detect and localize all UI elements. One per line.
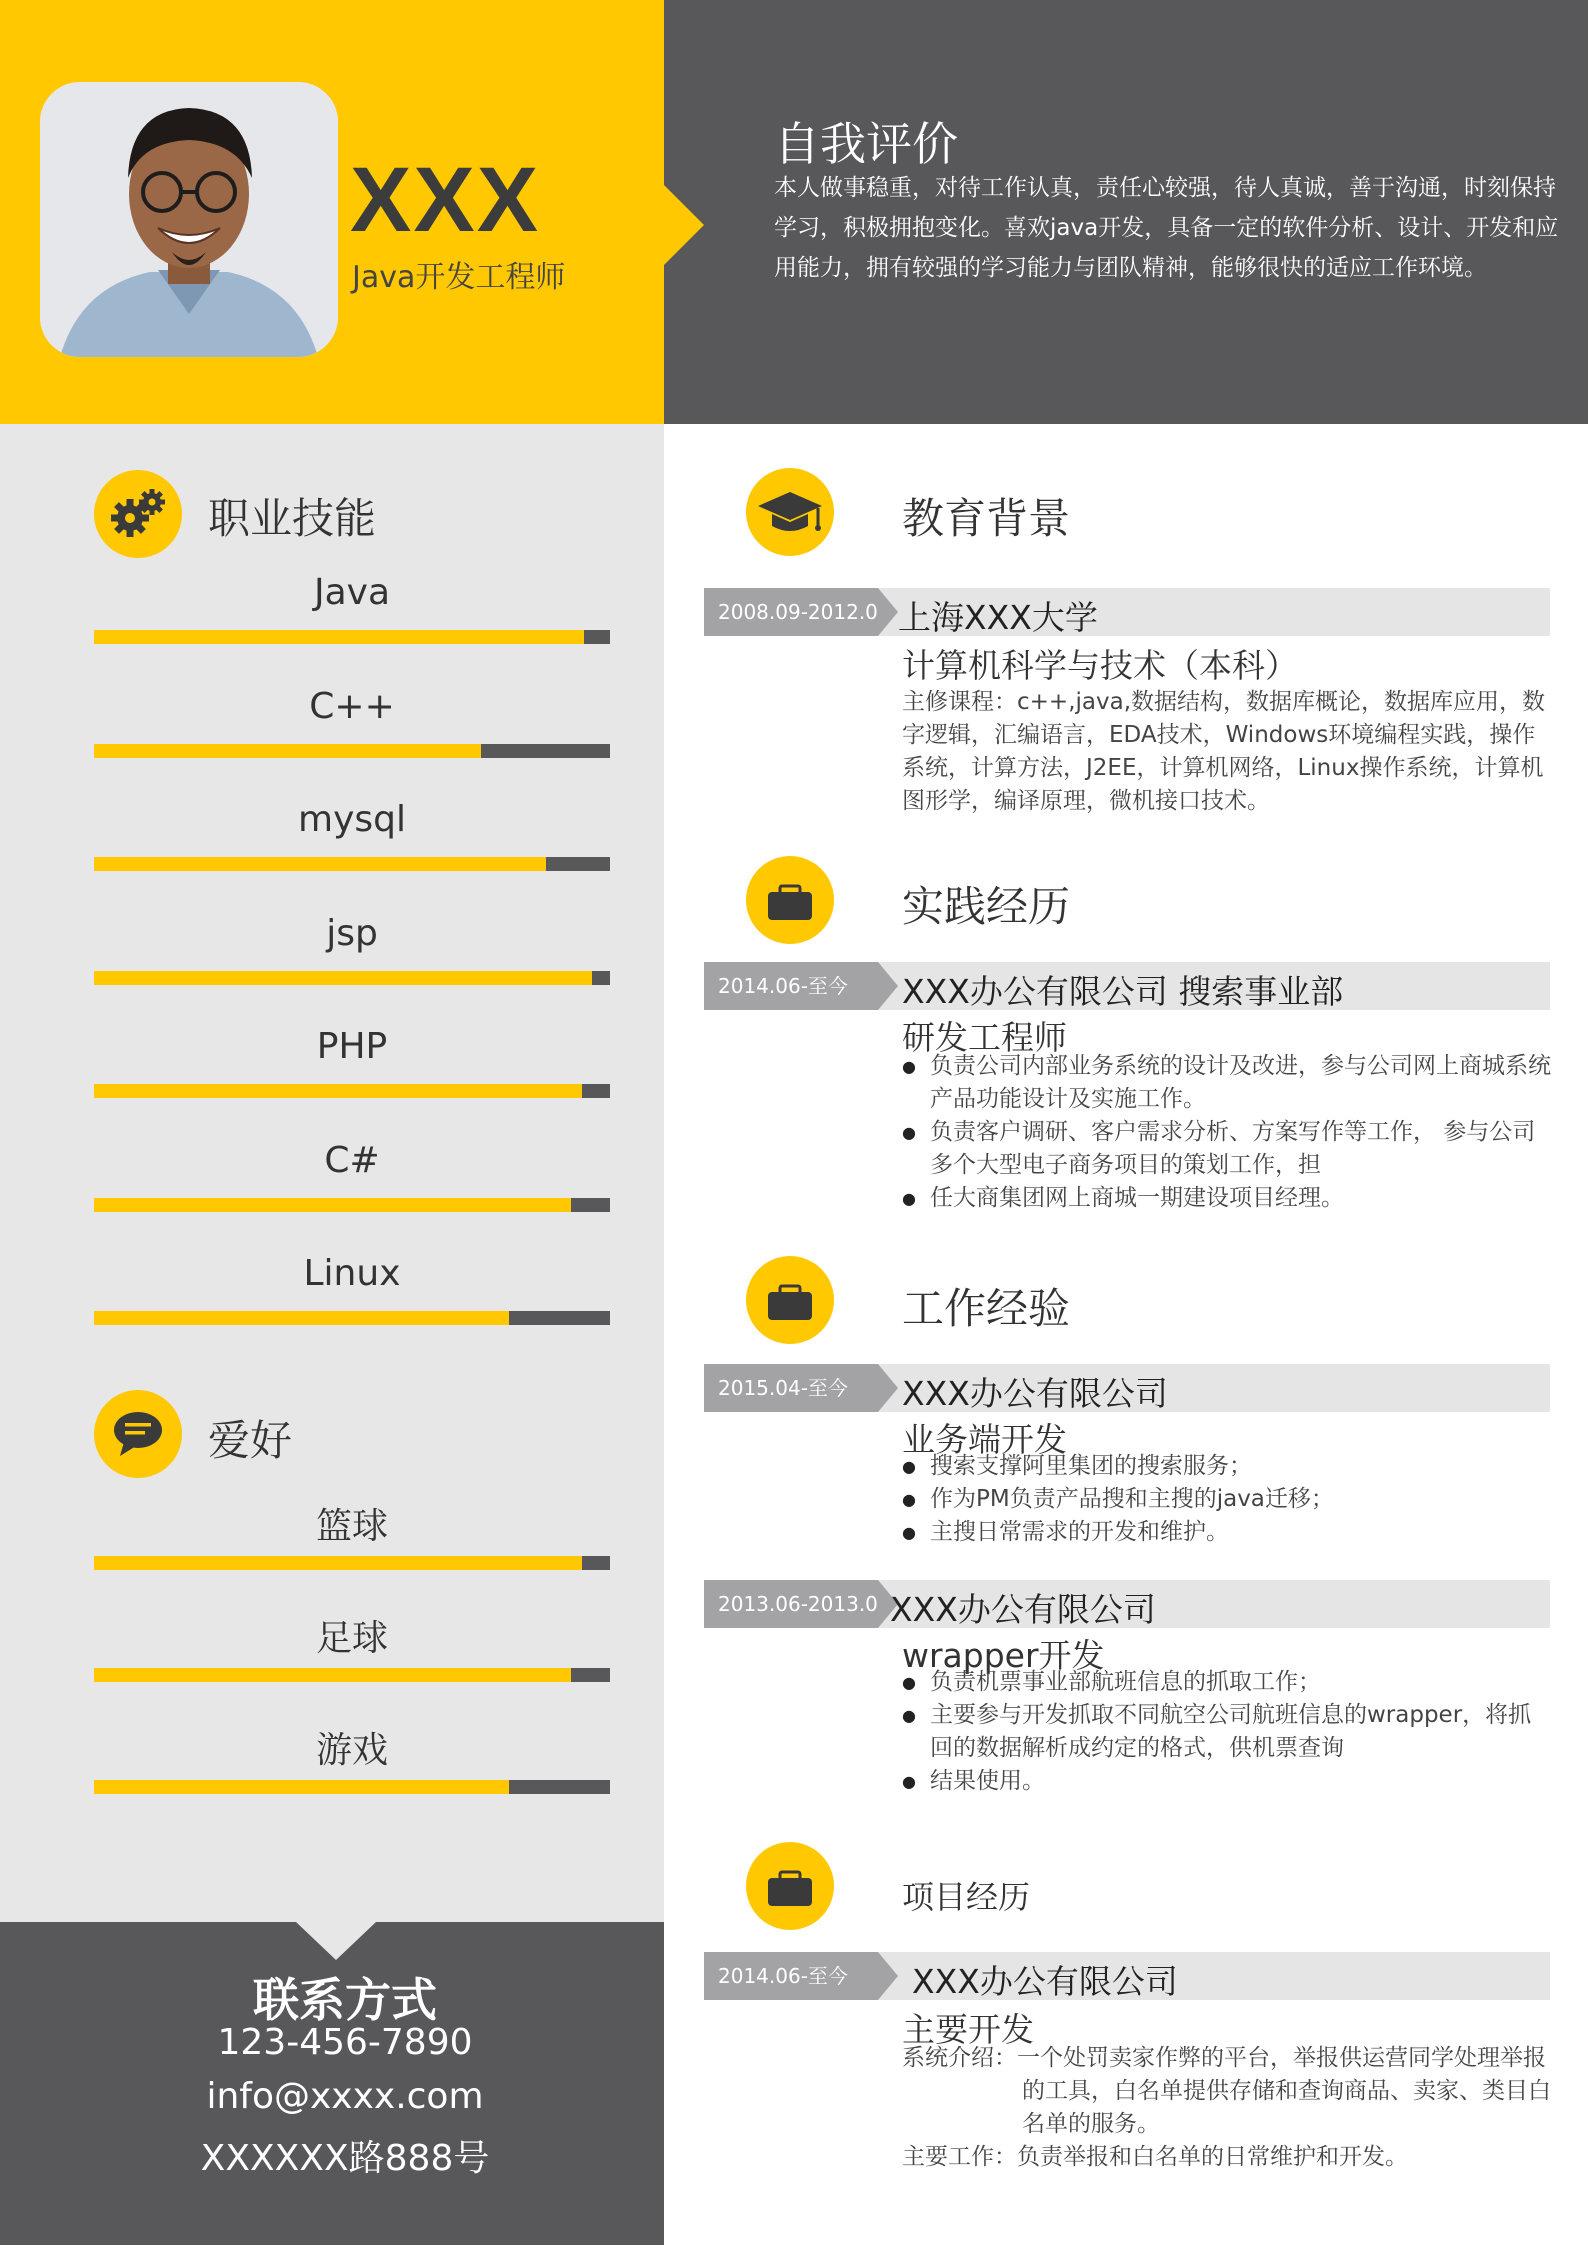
practice-title: 实践经历 [902,882,1071,931]
skill-bar [94,857,610,871]
skill-bar-fill [94,1084,582,1098]
practice-date: 2014.06-至今 [704,962,878,1010]
hobby-label: 足球 [315,1618,388,1659]
hobby-bar [94,1556,610,1570]
list-item: ● 搜索支撑阿里集团的搜索服务； [902,1450,1552,1483]
project-role: 主要开发 [902,2010,1034,2049]
skill-label: PHP [316,1026,388,1067]
skill-bar [94,971,610,985]
skill-bar [94,1084,610,1098]
skill-bar-fill [94,1198,571,1212]
contact-phone: 123-456-7890 [217,2022,473,2063]
education-date: 2008.09-2012.07 [704,588,878,636]
contact-notch [296,1922,376,1960]
practice-bullets [902,1050,1552,1215]
hobby-bar [94,1668,610,1682]
skill-bar [94,744,610,758]
hobby-label: 游戏 [315,1730,388,1771]
work-2-company: XXX办公有限公司 [890,1590,1156,1629]
hobby-bar-fill [94,1668,571,1682]
briefcase-icon [746,1256,834,1344]
work-1-role: 业务端开发 [902,1420,1067,1459]
self-evaluation-text: 本人做事稳重，对待工作认真，责任心较强，待人真诚，善于沟通，时刻保持学习，积极拥抱变化。喜欢java开发，具备一定的软件分析、设计、开发和应用能力，拥有较强的学习能力与团队精神，能够很快的适应工作环境。 [774,175,1559,281]
work-1-date: 2015.04-至今 [704,1364,878,1412]
education-header-row [704,588,1550,636]
briefcase-icon [746,856,834,944]
list-item: ● 负责公司内部业务系统的设计及改进，参与公司网上商城系统产品功能设计及实施工作。 [902,1050,1552,1116]
skill-bar [94,1198,610,1212]
practice-company: XXX办公有限公司 搜索事业部 [902,972,1344,1011]
skill-label: Java [313,572,391,613]
list-item: ● 主搜日常需求的开发和维护。 [902,1516,1552,1549]
project-duty: 主要工作：负责举报和白名单的日常维护和开发。 [902,2144,1408,2170]
job-title: Java开发工程师 [352,260,566,295]
hobby-bar-fill [94,1780,509,1794]
work-1-company: XXX办公有限公司 [902,1374,1168,1413]
work-2-role: wrapper开发 [902,1636,1105,1675]
education-major: 计算机科学与技术（本科） [902,646,1298,685]
list-item: ● 作为PM负责产品搜和主搜的java迁移； [902,1483,1552,1516]
speech-bubble-icon [94,1390,182,1478]
skill-bar-fill [94,630,584,644]
skill-label: jsp [326,912,378,954]
skill-bar [94,1311,610,1325]
skill-bar-fill [94,744,481,758]
contact-email: info@xxxx.com [206,2076,484,2117]
skills-title: 职业技能 [208,494,377,543]
skill-label: Linux [303,1253,401,1294]
skill-label: mysql [298,799,406,840]
education-title: 教育背景 [902,494,1071,543]
self-evaluation-title: 自我评价 [774,117,958,171]
project-intro: 系统介绍：一个处罚卖家作弊的平台，举报供运营同学处理举报的工具，白名单提供存储和查询商品、卖家、类目白名单的服务。 [902,2045,1551,2137]
skill-bar-fill [94,857,546,871]
contact-title: 联系方式 [253,1973,437,2027]
hobby-bar [94,1780,610,1794]
work-2-bullets [902,1666,1552,1798]
hobby-bar-fill [94,1556,582,1570]
avatar [40,82,338,357]
work-2-date: 2013.06-2013.09 [704,1580,878,1628]
project-title: 项目经历 [902,1878,1031,1916]
list-item: ● 任大商集团网上商城一期建设项目经理。 [902,1182,1552,1215]
graduation-cap-icon [746,468,834,556]
work-1-bullets [902,1450,1552,1549]
practice-role: 研发工程师 [902,1018,1067,1057]
project-company: XXX办公有限公司 [912,1962,1178,2001]
education-school: 上海XXX大学 [898,598,1098,637]
list-item: ● 负责客户调研、客户需求分析、方案写作等工作， 参与公司多个大型电子商务项目的策划工作，担 [902,1116,1552,1182]
skill-bar [94,630,610,644]
education-courses: 主修课程：c++,java,数据结构，数据库概论，数据库应用，数字逻辑，汇编语言，EDA技术，Windows环境编程实践，操作系统，计算方法，J2EE，计算机网络，Linux操作系统，计算机图形学，编译原理，微机接口技术。 [902,689,1546,814]
contact-address: XXXXXX路888号 [200,2138,490,2179]
list-item: ● 负责机票事业部航班信息的抓取工作； [902,1666,1552,1699]
list-item: ● 结果使用。 [902,1765,1552,1798]
skill-label: C# [324,1139,380,1181]
list-item: ● 主要参与开发抓取不同航空公司航班信息的wrapper，将抓回的数据解析成约定的格式，供机票查询 [902,1699,1552,1765]
skill-label: C++ [309,685,395,727]
skill-bar-fill [94,971,592,985]
hobbies-title: 爱好 [208,1416,293,1465]
project-date: 2014.06-至今 [704,1952,878,2000]
hobby-label: 篮球 [315,1506,388,1547]
header-arrow [664,185,704,265]
work-title: 工作经验 [902,1284,1071,1333]
briefcase-icon [746,1842,834,1930]
candidate-name: XXX [350,149,541,251]
skill-bar-fill [94,1311,509,1325]
project-details [902,2042,1552,2174]
gears-icon [94,470,182,558]
